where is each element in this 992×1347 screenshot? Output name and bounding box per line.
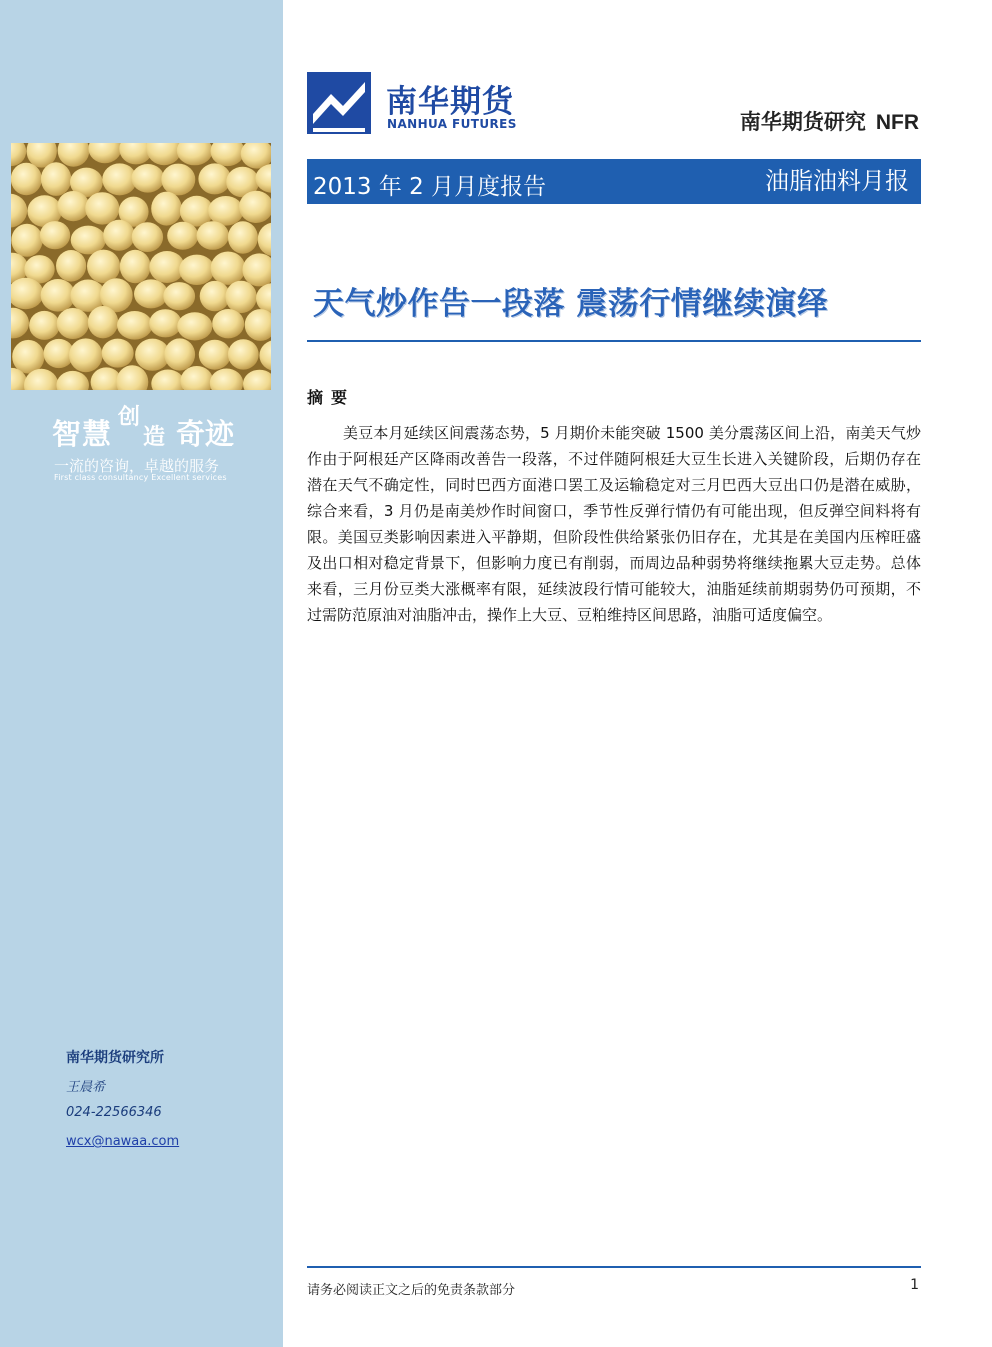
slogan-subtitle: 一流的咨询，卓越的服务: [54, 457, 220, 475]
slogan-english: First class consultancy Excellent services: [54, 473, 227, 482]
contact-name: 王晨希: [66, 1080, 106, 1095]
page-number: 1: [910, 1277, 919, 1293]
soybean: [228, 339, 259, 369]
contact-phone: 024-22566346: [66, 1105, 162, 1120]
abstract-heading: 摘要: [307, 388, 356, 407]
soybean: [151, 192, 182, 226]
soybean: [208, 196, 243, 226]
contact-org: 南华期货研究所: [66, 1050, 164, 1066]
sidebar: [0, 0, 283, 1347]
soybean: [11, 224, 42, 257]
soybean: [200, 281, 230, 311]
logo-english-name: NANHUA FUTURES: [387, 117, 517, 131]
soybean: [179, 255, 214, 285]
report-title: 天气炒作告一段落 震荡行情继续演绎: [313, 286, 829, 322]
header-dept-name: 南华期货研究: [739, 110, 866, 134]
report-band: [307, 159, 921, 204]
soybean: [134, 279, 168, 308]
slogan-word-4: 奇迹: [176, 417, 235, 451]
slogan-word-1: 智慧: [52, 417, 113, 451]
soybean: [41, 162, 71, 196]
soybean: [211, 252, 246, 285]
nanhua-logo: [307, 72, 537, 136]
soybean: [164, 338, 195, 370]
soybean: [131, 164, 164, 193]
soybean: [56, 250, 86, 282]
soybean: [212, 309, 244, 338]
divider: [307, 340, 921, 342]
soybean: [225, 281, 256, 313]
footer-disclaimer: 请务必阅读正文之后的免责条款部分: [307, 1283, 516, 1298]
soybean: [102, 339, 134, 368]
soybean: [87, 250, 120, 283]
soybean: [41, 279, 76, 312]
soybean: [40, 221, 70, 249]
logo-chinese-name: 南华期货: [386, 84, 514, 120]
soybean: [167, 222, 198, 250]
report-date: 2013 年 2 月月度报告: [313, 174, 547, 200]
soybean: [149, 251, 184, 283]
soybean: [149, 309, 181, 337]
soybeans-image: [11, 143, 271, 390]
footer-divider: [307, 1266, 921, 1268]
soybean: [69, 338, 103, 372]
soybean: [103, 220, 135, 251]
soybean: [11, 163, 42, 196]
soybean: [177, 312, 212, 340]
soybean: [199, 340, 231, 370]
soybean: [198, 163, 231, 194]
slogan: [52, 400, 272, 452]
soybean: [228, 221, 258, 254]
soybean: [163, 282, 195, 310]
soybean: [117, 311, 152, 340]
header-code: NFR: [875, 111, 919, 134]
soybean: [12, 340, 44, 374]
soybean: [88, 306, 118, 338]
contact-email-link[interactable]: wcx@nawaa.com: [66, 1134, 180, 1149]
header-department: [740, 106, 919, 136]
soybean: [57, 191, 89, 221]
soybean: [120, 250, 151, 283]
soybean: [161, 164, 195, 196]
soybean: [57, 308, 89, 339]
soybean: [29, 311, 60, 340]
soybean: [85, 192, 119, 224]
nanhua-logo-mark: [307, 72, 371, 134]
contact-block: [66, 1047, 179, 1163]
abstract-text: 美豆本月延续区间震荡态势，5 月期价未能突破 1500 美分震荡区间上沿，南美天气炒作由于阿根廷产区降雨改善告一段落，不过伴随阿根廷大豆生长进入关键阶段，后期仍存在潜在天气不确定性，同时巴西方面港口罢工及运输稳定对三月巴西大豆出口仍是潜在威胁，综合来看，3 月仍是南美炒作时间窗口，季节性反弹行情仍有可能出现，但反弹空间料将有限。美国豆类影响因素进入平静期，但阶段性供给紧张仍旧存在，尤其是在美国内压榨旺盛及出口相对稳定背景下，但影响力度已有削弱，而周边品种弱势将继续拖累大豆走势。总体来看，三月份豆类大涨概率有限，延续波段行情可能较大，油脂延续前期弱势仍可预期，不过需防范原油对油脂冲击，操作上大豆、豆粕维持区间思路，油脂可适度偏空。: [307, 424, 921, 624]
slogan-word-2: 创: [118, 404, 141, 430]
soybean: [132, 222, 163, 252]
report-category: 油脂油料月报: [765, 167, 909, 195]
soybean: [197, 221, 229, 250]
slogan-word-3: 造: [143, 424, 166, 450]
